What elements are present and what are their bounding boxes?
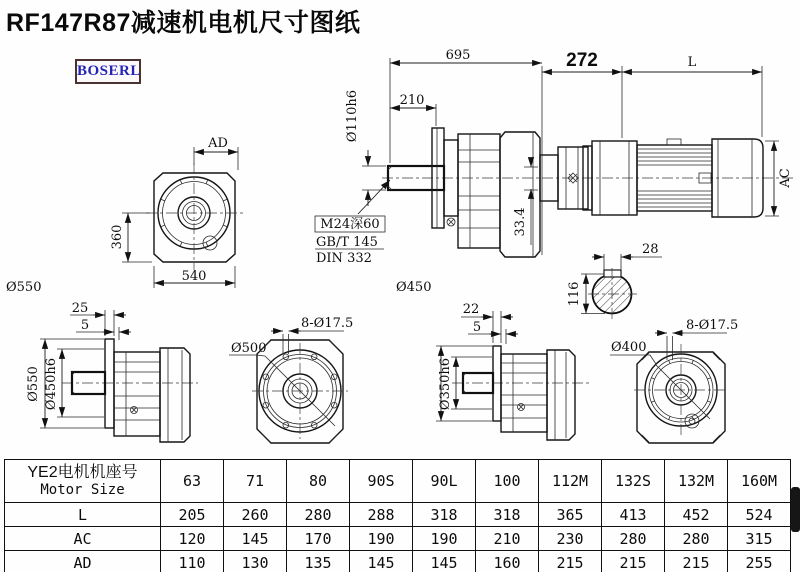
cell: 135 <box>287 551 350 572</box>
cell: 255 <box>728 551 791 572</box>
flange1-pilot-label: Ø450h6 <box>44 357 59 411</box>
motor-dimension-table <box>4 459 791 572</box>
size-col: 132M <box>665 460 728 503</box>
size-col: 80 <box>287 460 350 503</box>
cell: 145 <box>224 527 287 551</box>
flange2-5-label: 5 <box>472 320 482 335</box>
cell: 318 <box>413 503 476 527</box>
dia-550-label: Ø550 <box>6 280 42 295</box>
dim-ad-label: AD <box>208 136 228 151</box>
flange1-5-label: 5 <box>80 318 90 333</box>
cell: 170 <box>287 527 350 551</box>
cell: 130 <box>224 551 287 572</box>
flange-side-view-1 <box>26 301 198 442</box>
dim-AC-label: AC <box>778 168 793 188</box>
cell: 280 <box>602 527 665 551</box>
size-col: 132S <box>602 460 665 503</box>
technical-drawing <box>0 42 800 460</box>
bolt-circle-400-label: Ø400 <box>611 340 647 355</box>
size-col: 160M <box>728 460 791 503</box>
size-col: 90L <box>413 460 476 503</box>
gearbox-side-view <box>315 48 795 266</box>
right-edge-mark <box>791 487 800 532</box>
cell: 452 <box>665 503 728 527</box>
key-height-label: 116 <box>567 281 582 307</box>
holes-17-5-label-1: 8-Ø17.5 <box>301 316 354 331</box>
row-label-AD: AD <box>5 551 161 572</box>
cell: 288 <box>350 503 413 527</box>
size-col: 63 <box>161 460 224 503</box>
flange-side-view-2 <box>396 280 590 440</box>
tap-note: M24深60 <box>320 217 380 232</box>
cell: 230 <box>539 527 602 551</box>
cell: 280 <box>665 527 728 551</box>
row-label-L: L <box>5 503 161 527</box>
motor-side-view <box>542 50 793 217</box>
gbt-standard-note: GB/T 145 <box>316 235 378 250</box>
flange-front-view-2 <box>610 318 738 443</box>
din-standard-note: DIN 332 <box>316 251 372 266</box>
cell: 160 <box>476 551 539 572</box>
cell: 280 <box>287 503 350 527</box>
cell: 413 <box>602 503 665 527</box>
holes-17-5-label-2: 8-Ø17.5 <box>686 318 739 333</box>
flange-front-view-1 <box>229 316 353 443</box>
cell: 210 <box>476 527 539 551</box>
cell: 190 <box>350 527 413 551</box>
row-label-AC: AC <box>5 527 161 551</box>
dim-33-4-label: 33.4 <box>513 207 528 237</box>
gearbox-front-view <box>6 136 244 295</box>
dim-540-label: 540 <box>181 269 207 284</box>
dim-695-label: 695 <box>445 48 471 63</box>
shaft-section-view <box>567 242 662 320</box>
dim-210-label: 210 <box>399 93 425 108</box>
cell: 318 <box>476 503 539 527</box>
header-cn: YE2电机机座号 <box>27 464 138 481</box>
key-width-label: 28 <box>642 242 659 257</box>
dim-360-label: 360 <box>110 224 125 250</box>
flange2-pilot-label: Ø350h6 <box>438 357 453 411</box>
cell: 315 <box>728 527 791 551</box>
bolt-circle-500-label: Ø500 <box>231 341 267 356</box>
header-en: Motor Size <box>40 482 125 498</box>
size-col: 112M <box>539 460 602 503</box>
cell: 215 <box>602 551 665 572</box>
size-col: 100 <box>476 460 539 503</box>
flange2-22-label: 22 <box>462 302 480 317</box>
cell: 524 <box>728 503 791 527</box>
cell: 365 <box>539 503 602 527</box>
flange2-od-label: Ø450 <box>396 280 432 295</box>
cell: 215 <box>539 551 602 572</box>
cell: 190 <box>413 527 476 551</box>
cell: 145 <box>413 551 476 572</box>
cell: 110 <box>161 551 224 572</box>
page-title: RF147R87减速机电机尺寸图纸 <box>6 9 361 37</box>
cell: 205 <box>161 503 224 527</box>
cell: 215 <box>665 551 728 572</box>
brand-logo: BOSERL <box>75 59 141 84</box>
flange1-25-label: 25 <box>71 301 89 316</box>
dim-L-label: L <box>687 55 697 70</box>
size-col: 71 <box>224 460 287 503</box>
table-header-motor-size <box>5 460 161 503</box>
cell: 120 <box>161 527 224 551</box>
flange1-od-label: Ø550 <box>26 366 41 402</box>
cell: 260 <box>224 503 287 527</box>
cell: 145 <box>350 551 413 572</box>
size-col: 90S <box>350 460 413 503</box>
dim-272-label: 272 <box>566 50 598 71</box>
shaft-diameter-label: Ø110h6 <box>345 89 360 143</box>
